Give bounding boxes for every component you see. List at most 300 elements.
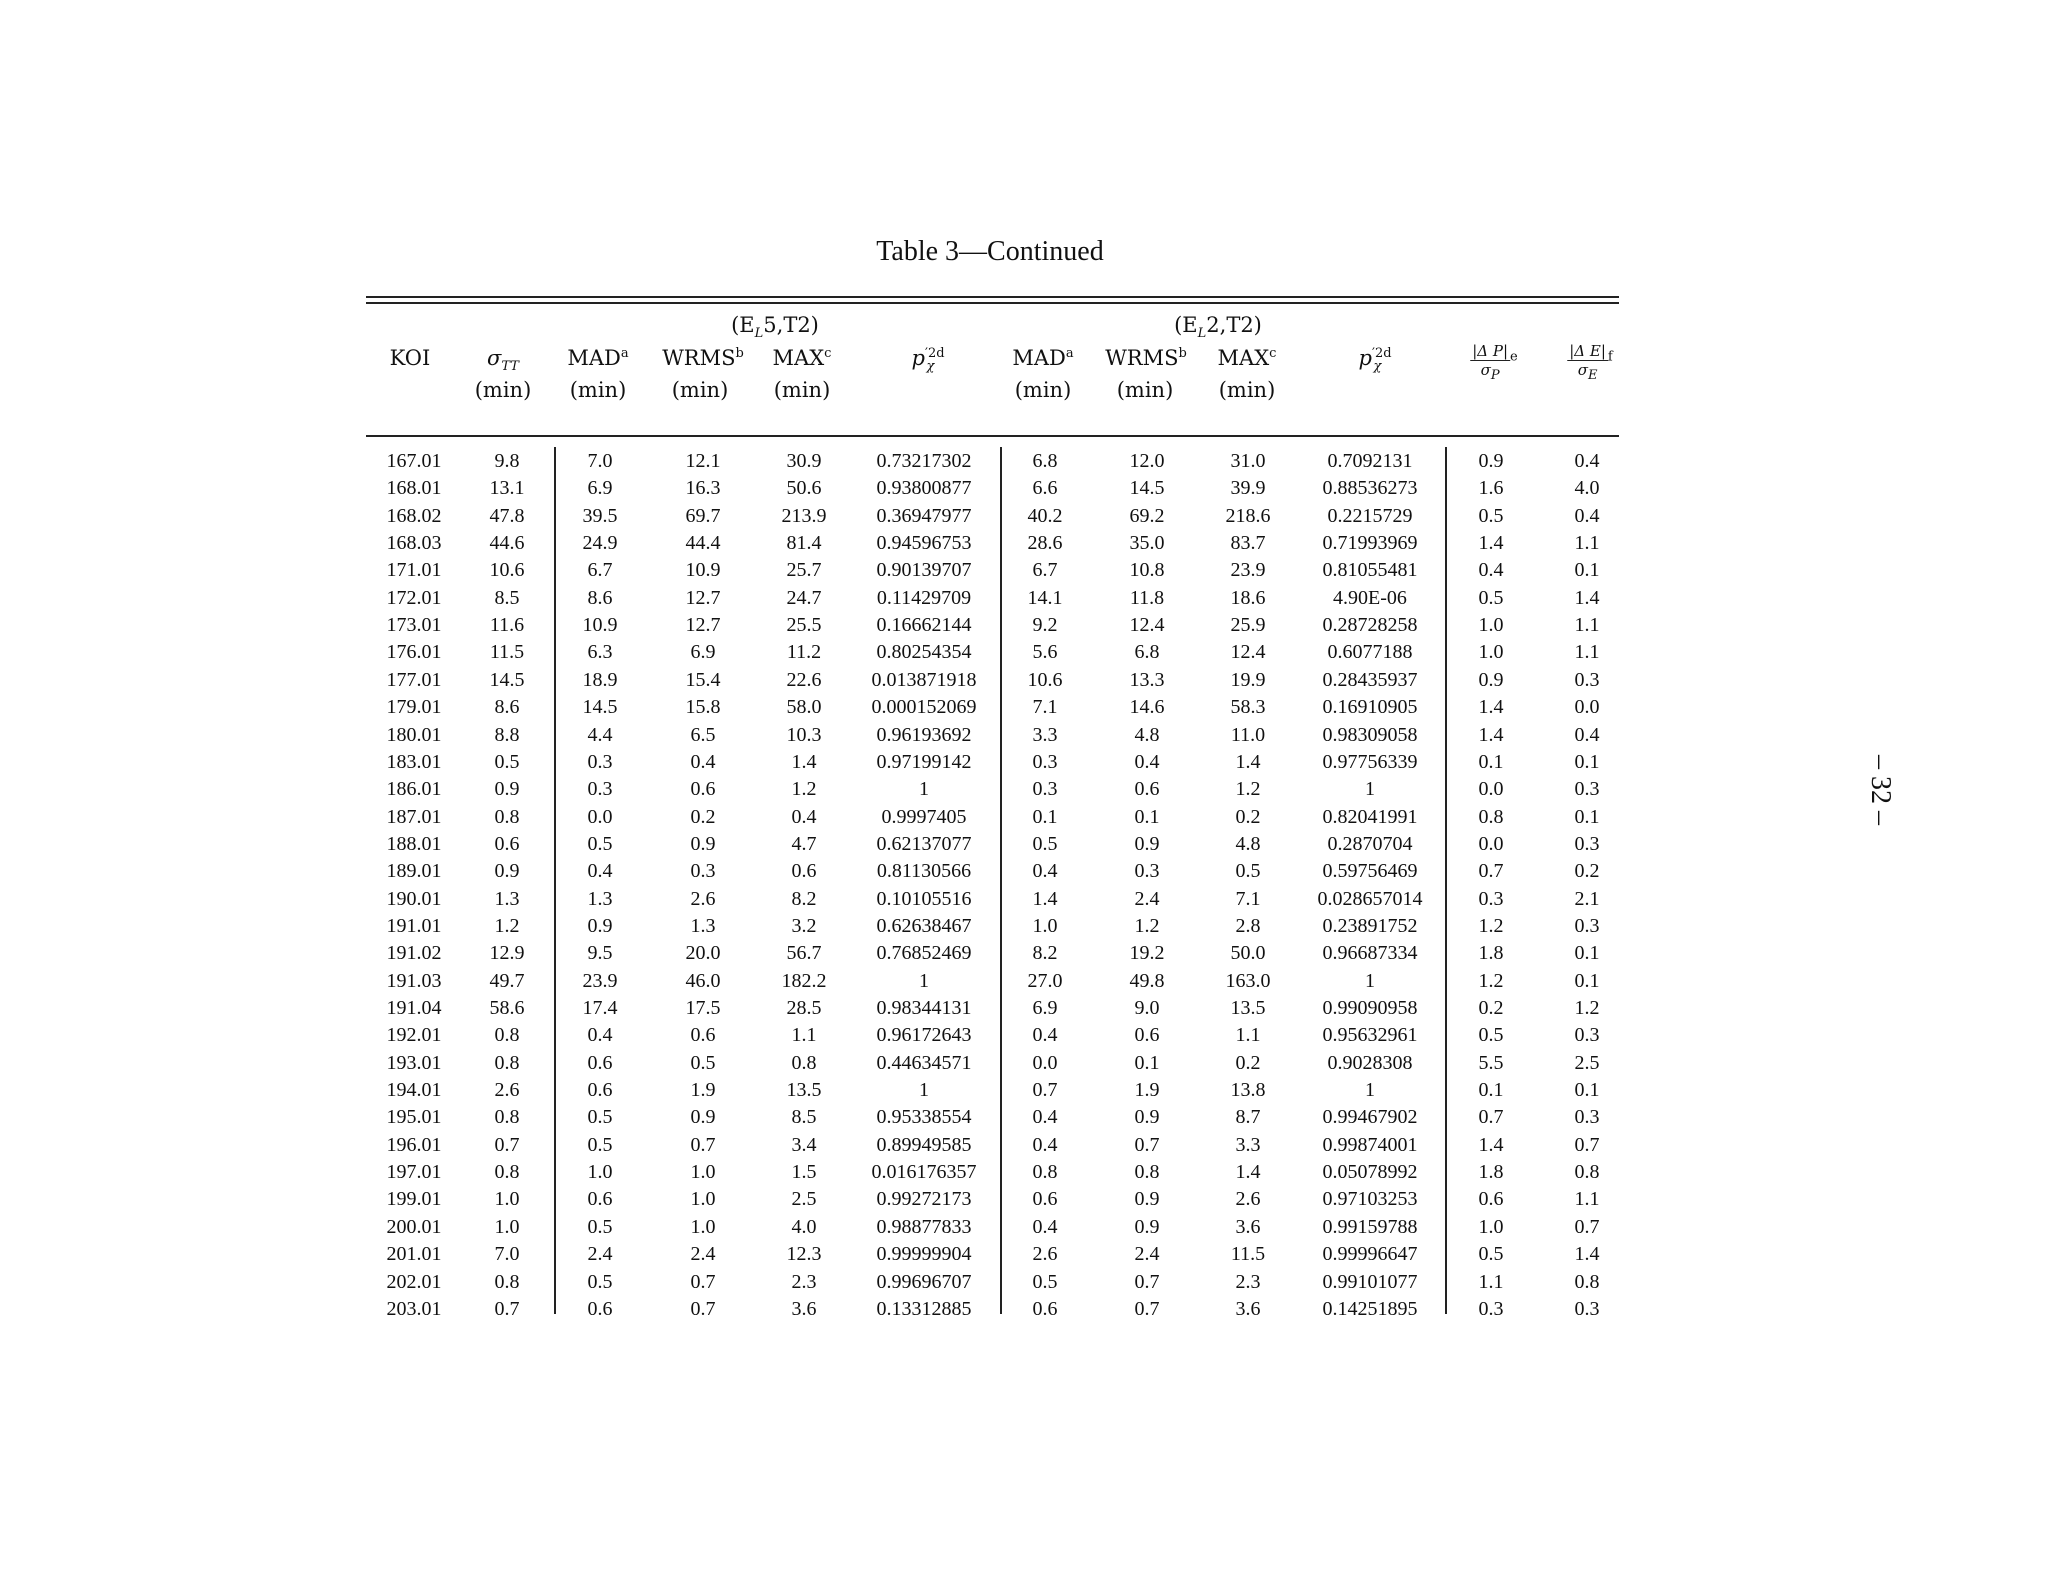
cell-max-el2: 13.8 xyxy=(1230,1079,1266,1102)
cell-delta-p: 0.9 xyxy=(1478,450,1504,472)
table-row xyxy=(0,1298,2048,1325)
cell-max-el5: 8.2 xyxy=(791,887,817,910)
cell-mad-el5: 17.4 xyxy=(582,997,618,1019)
cell-p-chi-el5: 0.93800877 xyxy=(876,477,972,500)
cell-wrms-el2: 2.4 xyxy=(1134,1243,1160,1266)
cell-mad-el2: 28.6 xyxy=(1027,532,1063,555)
cell-sigma-tt: 12.9 xyxy=(489,942,525,965)
cell-sigma-tt: 49.7 xyxy=(489,969,525,992)
cell-p-chi-el2: 0.88536273 xyxy=(1322,477,1418,500)
cell-p-chi-el2: 0.82041991 xyxy=(1322,805,1418,828)
cell-wrms-el5: 2.4 xyxy=(690,1243,716,1266)
cell-wrms-el2: 10.8 xyxy=(1129,559,1165,582)
cell-sigma-tt: 11.6 xyxy=(489,614,525,637)
cell-max-el2: 11.5 xyxy=(1230,1243,1266,1266)
cell-max-el5: 213.9 xyxy=(781,504,827,527)
cell-mad-el2: 6.6 xyxy=(1032,477,1058,500)
header-delta-e: $\frac{\text{|Δ E|}}{\sigma_E}$ $^f$ xyxy=(1569,342,1613,383)
cell-koi: 197.01 xyxy=(386,1161,442,1184)
cell-mad-el2: 5.6 xyxy=(1032,641,1058,664)
cell-max-el2: 2.8 xyxy=(1235,914,1261,937)
cell-sigma-tt: 10.6 xyxy=(489,559,525,582)
cell-sigma-tt: 8.5 xyxy=(494,586,520,609)
table-row xyxy=(0,477,2048,504)
cell-wrms-el2: 13.3 xyxy=(1129,668,1165,691)
cell-koi: 191.04 xyxy=(386,997,442,1019)
cell-sigma-tt: 13.1 xyxy=(489,477,525,500)
cell-max-el5: 182.2 xyxy=(781,969,827,992)
cell-p-chi-el5: 0.94596753 xyxy=(876,532,972,555)
cell-koi: 195.01 xyxy=(386,1106,442,1129)
cell-sigma-tt: 0.5 xyxy=(494,750,520,773)
cell-max-el2: 12.4 xyxy=(1230,641,1266,664)
cell-mad-el5: 0.6 xyxy=(587,1188,613,1211)
cell-delta-e: 0.1 xyxy=(1574,750,1600,773)
top-rule-2 xyxy=(366,302,1619,304)
cell-p-chi-el2: 0.28435937 xyxy=(1322,668,1418,691)
cell-max-el5: 50.6 xyxy=(786,477,822,500)
cell-mad-el2: 10.6 xyxy=(1027,668,1063,691)
cell-p-chi-el5: 1 xyxy=(919,969,929,992)
cell-wrms-el2: 0.7 xyxy=(1134,1297,1160,1320)
cell-max-el5: 0.4 xyxy=(791,805,817,828)
cell-p-chi-el5: 0.80254354 xyxy=(876,641,972,664)
cell-wrms-el2: 0.1 xyxy=(1134,1051,1160,1074)
cell-delta-p: 0.1 xyxy=(1478,1079,1504,1102)
cell-koi: 168.03 xyxy=(386,532,442,555)
cell-mad-el2: 0.6 xyxy=(1032,1188,1058,1211)
cell-wrms-el2: 1.9 xyxy=(1134,1079,1160,1102)
cell-p-chi-el5: 0.36947977 xyxy=(876,504,972,527)
cell-wrms-el5: 12.7 xyxy=(685,614,721,637)
cell-sigma-tt: 58.6 xyxy=(489,997,525,1019)
cell-sigma-tt: 0.8 xyxy=(494,1106,520,1129)
cell-max-el5: 1.5 xyxy=(791,1161,817,1184)
cell-wrms-el5: 46.0 xyxy=(685,969,721,992)
cell-max-el2: 58.3 xyxy=(1230,696,1266,719)
cell-wrms-el5: 0.5 xyxy=(690,1051,716,1074)
cell-max-el2: 1.4 xyxy=(1235,1161,1261,1184)
cell-mad-el5: 0.5 xyxy=(587,1133,613,1156)
cell-wrms-el2: 4.8 xyxy=(1134,723,1160,746)
cell-wrms-el5: 2.6 xyxy=(690,887,716,910)
cell-p-chi-el2: 0.97103253 xyxy=(1322,1188,1418,1211)
cell-sigma-tt: 0.8 xyxy=(494,1024,520,1047)
cell-mad-el5: 8.6 xyxy=(587,586,613,609)
cell-delta-e: 1.1 xyxy=(1574,641,1600,664)
header-mad-2: MAD$^a$ xyxy=(1012,346,1074,370)
cell-max-el5: 1.1 xyxy=(791,1024,817,1047)
cell-mad-el5: 0.3 xyxy=(587,778,613,801)
cell-delta-p: 1.4 xyxy=(1478,723,1504,746)
cell-delta-p: 0.7 xyxy=(1478,860,1504,883)
cell-wrms-el5: 6.5 xyxy=(690,723,716,746)
cell-p-chi-el2: 0.71993969 xyxy=(1322,532,1418,555)
cell-wrms-el2: 69.2 xyxy=(1129,504,1165,527)
cell-koi: 199.01 xyxy=(386,1188,442,1211)
cell-p-chi-el5: 0.000152069 xyxy=(871,696,977,719)
cell-delta-e: 0.1 xyxy=(1574,969,1600,992)
cell-max-el5: 58.0 xyxy=(786,696,822,719)
cell-mad-el2: 0.3 xyxy=(1032,750,1058,773)
cell-wrms-el5: 1.3 xyxy=(690,914,716,937)
cell-delta-e: 0.3 xyxy=(1574,778,1600,801)
cell-wrms-el2: 0.9 xyxy=(1134,1188,1160,1211)
table-row xyxy=(0,1134,2048,1161)
cell-mad-el5: 1.3 xyxy=(587,887,613,910)
cell-wrms-el2: 0.6 xyxy=(1134,778,1160,801)
cell-wrms-el2: 0.9 xyxy=(1134,832,1160,855)
cell-mad-el5: 0.3 xyxy=(587,750,613,773)
cell-sigma-tt: 8.6 xyxy=(494,696,520,719)
cell-p-chi-el2: 0.14251895 xyxy=(1322,1297,1418,1320)
cell-max-el5: 0.6 xyxy=(791,860,817,883)
cell-max-el2: 7.1 xyxy=(1235,887,1261,910)
cell-wrms-el2: 0.1 xyxy=(1134,805,1160,828)
cell-wrms-el5: 1.0 xyxy=(690,1188,716,1211)
table-row xyxy=(0,559,2048,586)
cell-p-chi-el2: 0.95632961 xyxy=(1322,1024,1418,1047)
cell-delta-e: 0.3 xyxy=(1574,914,1600,937)
cell-sigma-tt: 0.8 xyxy=(494,1051,520,1074)
cell-p-chi-el2: 0.2870704 xyxy=(1327,832,1413,855)
cell-wrms-el2: 14.6 xyxy=(1129,696,1165,719)
table-row xyxy=(0,724,2048,751)
cell-mad-el2: 6.7 xyxy=(1032,559,1058,582)
cell-mad-el5: 4.4 xyxy=(587,723,613,746)
cell-p-chi-el2: 0.028657014 xyxy=(1317,887,1423,910)
cell-max-el5: 13.5 xyxy=(786,1079,822,1102)
cell-delta-p: 0.7 xyxy=(1478,1106,1504,1129)
cell-delta-p: 0.1 xyxy=(1478,750,1504,773)
cell-max-el5: 28.5 xyxy=(786,997,822,1019)
cell-p-chi-el5: 0.99999904 xyxy=(876,1243,972,1266)
cell-sigma-tt: 1.3 xyxy=(494,887,520,910)
unit-mad-1: (min) xyxy=(569,378,627,402)
cell-wrms-el5: 1.0 xyxy=(690,1215,716,1238)
cell-max-el2: 39.9 xyxy=(1230,477,1266,500)
top-rule-1 xyxy=(366,296,1619,298)
cell-delta-p: 0.3 xyxy=(1478,887,1504,910)
cell-delta-e: 0.7 xyxy=(1574,1215,1600,1238)
cell-koi: 201.01 xyxy=(386,1243,442,1266)
cell-p-chi-el5: 0.98344131 xyxy=(876,997,972,1019)
header-delta-p: $\frac{\text{|Δ P|}}{\sigma_P}$ $^e$ xyxy=(1472,342,1518,383)
cell-p-chi-el2: 0.9028308 xyxy=(1327,1051,1413,1074)
cell-p-chi-el5: 0.96172643 xyxy=(876,1024,972,1047)
cell-wrms-el2: 0.9 xyxy=(1134,1106,1160,1129)
cell-wrms-el5: 1.0 xyxy=(690,1161,716,1184)
cell-mad-el5: 0.6 xyxy=(587,1297,613,1320)
cell-p-chi-el2: 0.99874001 xyxy=(1322,1133,1418,1156)
cell-koi: 168.02 xyxy=(386,504,442,527)
cell-delta-e: 0.7 xyxy=(1574,1133,1600,1156)
header-p-1: $p^{'2d}_\chi$ xyxy=(911,346,945,375)
cell-max-el5: 56.7 xyxy=(786,942,822,965)
cell-koi: 193.01 xyxy=(386,1051,442,1074)
cell-wrms-el5: 0.3 xyxy=(690,860,716,883)
cell-mad-el5: 9.5 xyxy=(587,942,613,965)
cell-mad-el2: 1.0 xyxy=(1032,914,1058,937)
cell-koi: 180.01 xyxy=(386,723,442,746)
cell-p-chi-el2: 0.97756339 xyxy=(1322,750,1418,773)
cell-koi: 172.01 xyxy=(386,586,442,609)
cell-max-el2: 0.2 xyxy=(1235,1051,1261,1074)
cell-koi: 191.01 xyxy=(386,914,442,937)
cell-max-el5: 22.6 xyxy=(786,668,822,691)
cell-mad-el2: 0.1 xyxy=(1032,805,1058,828)
cell-mad-el2: 0.4 xyxy=(1032,1024,1058,1047)
cell-p-chi-el2: 0.99467902 xyxy=(1322,1106,1418,1129)
cell-sigma-tt: 14.5 xyxy=(489,668,525,691)
cell-koi: 192.01 xyxy=(386,1024,442,1047)
cell-max-el2: 1.2 xyxy=(1235,778,1261,801)
cell-p-chi-el5: 0.013871918 xyxy=(871,668,977,691)
cell-max-el5: 4.0 xyxy=(791,1215,817,1238)
cell-mad-el5: 0.4 xyxy=(587,1024,613,1047)
cell-delta-e: 0.4 xyxy=(1574,450,1600,472)
cell-wrms-el5: 0.6 xyxy=(690,778,716,801)
table-row xyxy=(0,1052,2048,1079)
cell-wrms-el5: 1.9 xyxy=(690,1079,716,1102)
cell-mad-el2: 8.2 xyxy=(1032,942,1058,965)
cell-p-chi-el2: 0.16910905 xyxy=(1322,696,1418,719)
cell-wrms-el5: 12.1 xyxy=(685,450,721,472)
cell-p-chi-el5: 0.62137077 xyxy=(876,832,972,855)
cell-koi: 183.01 xyxy=(386,750,442,773)
cell-wrms-el5: 17.5 xyxy=(685,997,721,1019)
cell-koi: 196.01 xyxy=(386,1133,442,1156)
cell-p-chi-el2: 0.28728258 xyxy=(1322,614,1418,637)
cell-max-el2: 3.3 xyxy=(1235,1133,1261,1156)
cell-sigma-tt: 0.9 xyxy=(494,860,520,883)
cell-max-el5: 11.2 xyxy=(786,641,822,664)
cell-koi: 189.01 xyxy=(386,860,442,883)
cell-mad-el2: 2.6 xyxy=(1032,1243,1058,1266)
table-row xyxy=(0,833,2048,860)
cell-delta-p: 1.8 xyxy=(1478,1161,1504,1184)
cell-delta-p: 1.0 xyxy=(1478,614,1504,637)
cell-koi: 186.01 xyxy=(386,778,442,801)
cell-p-chi-el2: 0.96687334 xyxy=(1322,942,1418,965)
cell-p-chi-el2: 0.81055481 xyxy=(1322,559,1418,582)
cell-wrms-el5: 12.7 xyxy=(685,586,721,609)
cell-mad-el2: 0.4 xyxy=(1032,860,1058,883)
table-row xyxy=(0,1188,2048,1215)
cell-p-chi-el2: 0.23891752 xyxy=(1322,914,1418,937)
cell-max-el2: 163.0 xyxy=(1225,969,1271,992)
cell-koi: 171.01 xyxy=(386,559,442,582)
unit-sigma: (min) xyxy=(474,378,532,402)
cell-p-chi-el5: 1 xyxy=(919,1079,929,1102)
cell-delta-e: 1.4 xyxy=(1574,586,1600,609)
cell-max-el2: 8.7 xyxy=(1235,1106,1261,1129)
cell-koi: 168.01 xyxy=(386,477,442,500)
table-row xyxy=(0,1243,2048,1270)
cell-max-el2: 2.6 xyxy=(1235,1188,1261,1211)
cell-max-el2: 18.6 xyxy=(1230,586,1266,609)
cell-mad-el2: 9.2 xyxy=(1032,614,1058,637)
table-row xyxy=(0,641,2048,668)
cell-wrms-el5: 10.9 xyxy=(685,559,721,582)
cell-sigma-tt: 44.6 xyxy=(489,532,525,555)
cell-wrms-el5: 16.3 xyxy=(685,477,721,500)
cell-p-chi-el5: 0.44634571 xyxy=(876,1051,972,1074)
cell-koi: 177.01 xyxy=(386,668,442,691)
cell-mad-el2: 1.4 xyxy=(1032,887,1058,910)
cell-koi: 187.01 xyxy=(386,805,442,828)
cell-max-el5: 3.6 xyxy=(791,1297,817,1320)
cell-koi: 176.01 xyxy=(386,641,442,664)
cell-mad-el5: 14.5 xyxy=(582,696,618,719)
cell-max-el5: 2.3 xyxy=(791,1270,817,1293)
cell-sigma-tt: 0.8 xyxy=(494,805,520,828)
table-row xyxy=(0,806,2048,833)
cell-delta-e: 0.3 xyxy=(1574,1024,1600,1047)
cell-max-el5: 4.7 xyxy=(791,832,817,855)
cell-delta-p: 1.4 xyxy=(1478,1133,1504,1156)
cell-max-el5: 81.4 xyxy=(786,532,822,555)
table-row xyxy=(0,1106,2048,1133)
table-row xyxy=(0,614,2048,641)
cell-mad-el5: 24.9 xyxy=(582,532,618,555)
cell-wrms-el5: 6.9 xyxy=(690,641,716,664)
table-row xyxy=(0,888,2048,915)
cell-koi: 179.01 xyxy=(386,696,442,719)
cell-mad-el2: 0.4 xyxy=(1032,1215,1058,1238)
cell-mad-el2: 0.6 xyxy=(1032,1297,1058,1320)
cell-p-chi-el5: 0.97199142 xyxy=(876,750,972,773)
cell-p-chi-el2: 0.99996647 xyxy=(1322,1243,1418,1266)
cell-delta-e: 0.3 xyxy=(1574,1106,1600,1129)
cell-wrms-el5: 0.7 xyxy=(690,1297,716,1320)
table-row xyxy=(0,942,2048,969)
cell-mad-el2: 0.8 xyxy=(1032,1161,1058,1184)
cell-koi: 203.01 xyxy=(386,1297,442,1320)
cell-sigma-tt: 0.9 xyxy=(494,778,520,801)
cell-mad-el2: 0.5 xyxy=(1032,1270,1058,1293)
cell-delta-e: 1.2 xyxy=(1574,997,1600,1019)
cell-p-chi-el5: 0.62638467 xyxy=(876,914,972,937)
cell-p-chi-el2: 0.2215729 xyxy=(1327,504,1413,527)
cell-max-el2: 13.5 xyxy=(1230,997,1266,1019)
cell-p-chi-el5: 0.99272173 xyxy=(876,1188,972,1211)
cell-delta-p: 0.5 xyxy=(1478,1024,1504,1047)
cell-delta-p: 0.8 xyxy=(1478,805,1504,828)
cell-mad-el5: 39.5 xyxy=(582,504,618,527)
cell-sigma-tt: 11.5 xyxy=(489,641,525,664)
cell-wrms-el2: 19.2 xyxy=(1129,942,1165,965)
table-row xyxy=(0,1216,2048,1243)
cell-p-chi-el2: 0.99090958 xyxy=(1322,997,1418,1019)
cell-max-el5: 24.7 xyxy=(786,586,822,609)
cell-sigma-tt: 0.8 xyxy=(494,1270,520,1293)
cell-mad-el5: 2.4 xyxy=(587,1243,613,1266)
cell-delta-p: 0.0 xyxy=(1478,832,1504,855)
header-mad-1: MAD$^a$ xyxy=(567,346,629,370)
page-number: – 32 – xyxy=(1865,755,1896,825)
table-row xyxy=(0,1271,2048,1298)
cell-mad-el2: 0.3 xyxy=(1032,778,1058,801)
table-row xyxy=(0,1024,2048,1051)
cell-koi: 191.03 xyxy=(386,969,442,992)
cell-p-chi-el5: 0.81130566 xyxy=(876,860,972,883)
cell-delta-p: 1.4 xyxy=(1478,696,1504,719)
cell-max-el2: 25.9 xyxy=(1230,614,1266,637)
cell-delta-p: 1.1 xyxy=(1478,1270,1504,1293)
cell-wrms-el5: 0.7 xyxy=(690,1270,716,1293)
cell-delta-e: 1.1 xyxy=(1574,614,1600,637)
cell-p-chi-el2: 1 xyxy=(1365,969,1375,992)
cell-max-el5: 10.3 xyxy=(786,723,822,746)
table-row xyxy=(0,532,2048,559)
cell-max-el2: 50.0 xyxy=(1230,942,1266,965)
cell-wrms-el2: 0.3 xyxy=(1134,860,1160,883)
cell-max-el2: 4.8 xyxy=(1235,832,1261,855)
cell-mad-el2: 14.1 xyxy=(1027,586,1063,609)
cell-wrms-el5: 15.8 xyxy=(685,696,721,719)
cell-wrms-el5: 0.2 xyxy=(690,805,716,828)
cell-delta-p: 0.9 xyxy=(1478,668,1504,691)
cell-wrms-el5: 20.0 xyxy=(685,942,721,965)
cell-delta-e: 0.3 xyxy=(1574,1297,1600,1320)
cell-p-chi-el5: 0.13312885 xyxy=(876,1297,972,1320)
cell-delta-e: 4.0 xyxy=(1574,477,1600,500)
cell-wrms-el5: 0.4 xyxy=(690,750,716,773)
cell-mad-el5: 0.6 xyxy=(587,1079,613,1102)
cell-delta-e: 0.0 xyxy=(1574,696,1600,719)
cell-max-el2: 0.2 xyxy=(1235,805,1261,828)
header-max-2: MAX$^c$ xyxy=(1217,346,1277,370)
cell-max-el2: 2.3 xyxy=(1235,1270,1261,1293)
cell-delta-e: 0.3 xyxy=(1574,832,1600,855)
header-max-1: MAX$^c$ xyxy=(772,346,832,370)
cell-delta-p: 1.6 xyxy=(1478,477,1504,500)
cell-mad-el5: 1.0 xyxy=(587,1161,613,1184)
cell-mad-el5: 6.9 xyxy=(587,477,613,500)
cell-delta-e: 0.4 xyxy=(1574,723,1600,746)
cell-delta-e: 0.8 xyxy=(1574,1270,1600,1293)
cell-mad-el5: 0.4 xyxy=(587,860,613,883)
header-rule xyxy=(366,435,1619,437)
cell-delta-e: 0.4 xyxy=(1574,504,1600,527)
cell-wrms-el2: 0.8 xyxy=(1134,1161,1160,1184)
cell-mad-el5: 0.5 xyxy=(587,1270,613,1293)
cell-sigma-tt: 47.8 xyxy=(489,504,525,527)
cell-p-chi-el2: 0.05078992 xyxy=(1322,1161,1418,1184)
cell-delta-e: 0.1 xyxy=(1574,942,1600,965)
cell-koi: 194.01 xyxy=(386,1079,442,1102)
cell-mad-el2: 0.0 xyxy=(1032,1051,1058,1074)
cell-wrms-el2: 2.4 xyxy=(1134,887,1160,910)
cell-mad-el5: 18.9 xyxy=(582,668,618,691)
unit-max-2: (min) xyxy=(1218,378,1276,402)
cell-koi: 202.01 xyxy=(386,1270,442,1293)
cell-p-chi-el2: 0.99159788 xyxy=(1322,1215,1418,1238)
table-row xyxy=(0,751,2048,778)
cell-max-el5: 12.3 xyxy=(786,1243,822,1266)
unit-mad-2: (min) xyxy=(1014,378,1072,402)
unit-wrms-2: (min) xyxy=(1116,378,1174,402)
cell-mad-el2: 7.1 xyxy=(1032,696,1058,719)
cell-wrms-el5: 69.7 xyxy=(685,504,721,527)
cell-delta-e: 0.1 xyxy=(1574,805,1600,828)
cell-delta-p: 1.8 xyxy=(1478,942,1504,965)
cell-mad-el2: 3.3 xyxy=(1032,723,1058,746)
cell-p-chi-el5: 0.10105516 xyxy=(876,887,972,910)
cell-p-chi-el5: 0.73217302 xyxy=(876,450,972,472)
cell-max-el2: 0.5 xyxy=(1235,860,1261,883)
